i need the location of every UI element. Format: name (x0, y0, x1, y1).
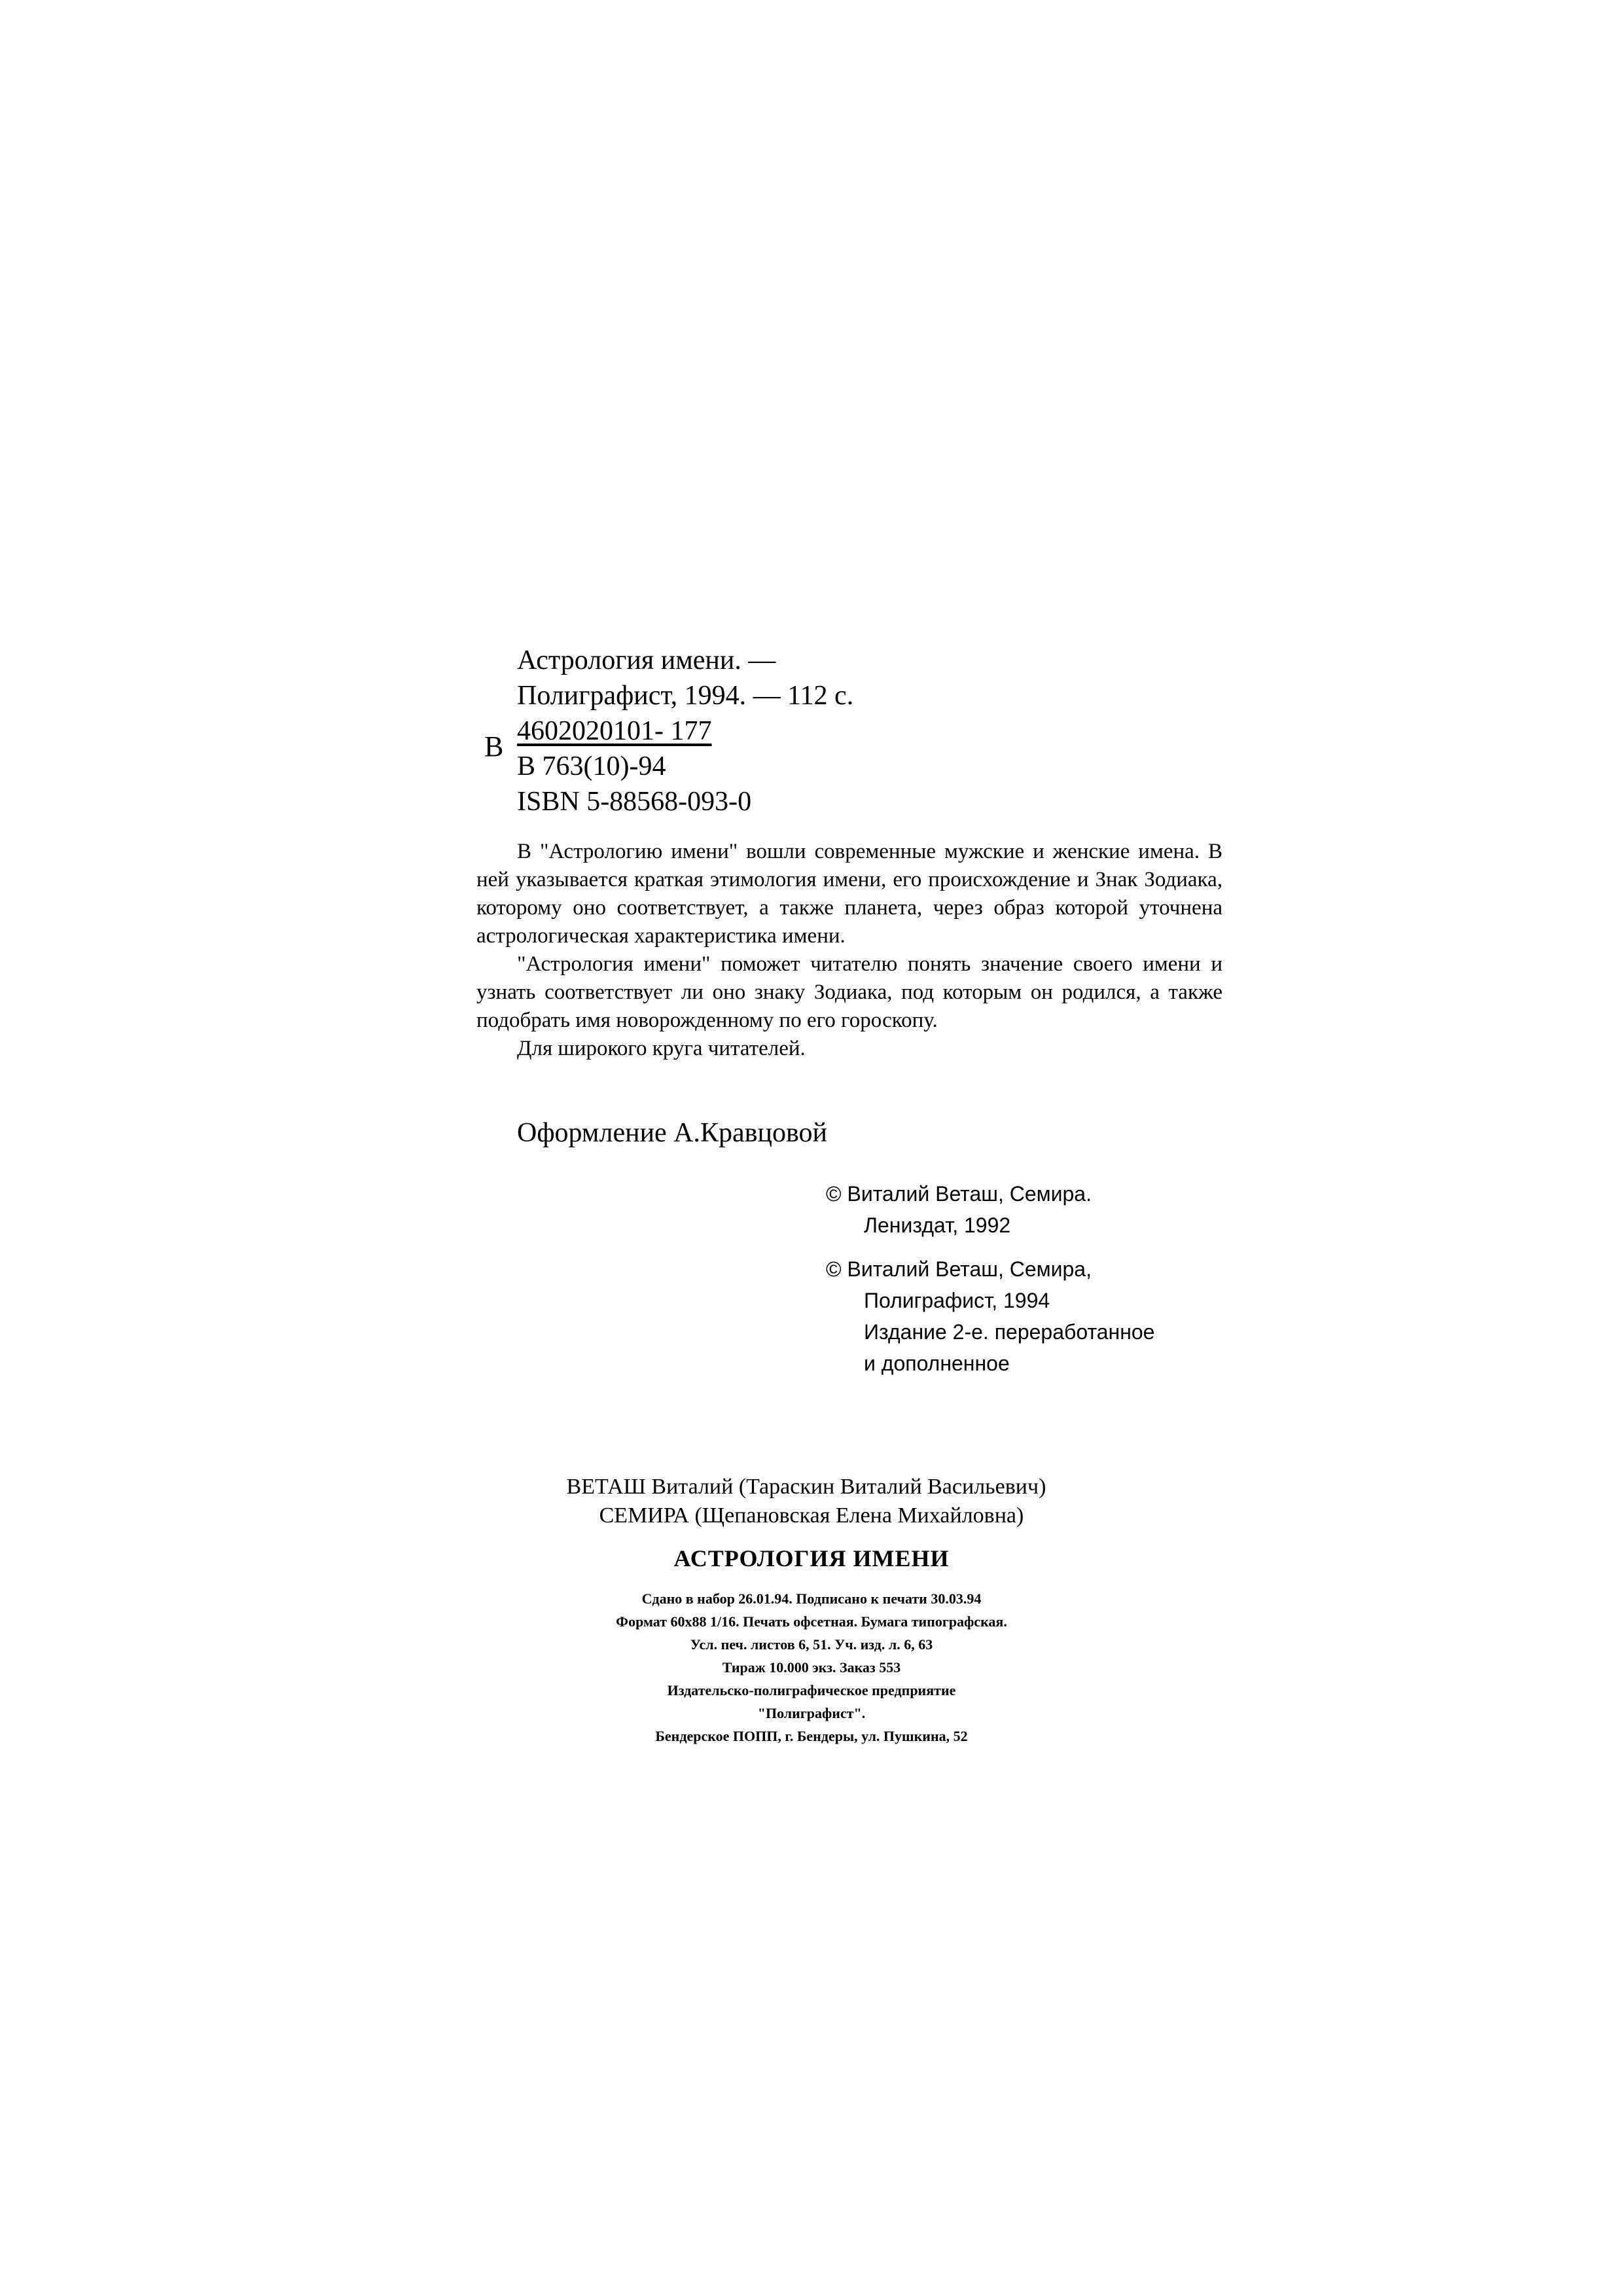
edition-note: Издание 2-е. переработанное (864, 1320, 1155, 1344)
imprint-line: Бендерское ПОПП, г. Бендеры, ул. Пушкина, 52 (655, 1728, 968, 1744)
imprint-block (0, 1587, 1623, 1748)
copyright-notice-1 (826, 1178, 1092, 1241)
book-title: АСТРОЛОГИЯ ИМЕНИ (673, 1545, 950, 1571)
imprint-line: Формат 60х88 1/16. Печать офсетная. Бумага типографская. (616, 1613, 1007, 1630)
copyright-holder: © Виталий Веташ, Семира, (826, 1257, 1092, 1281)
design-credit: Оформление А.Кравцовой (517, 1118, 827, 1148)
copyright-holder: © Виталий Веташ, Семира. (826, 1182, 1092, 1206)
annotation-paragraph: В "Астрологию имени" вошли современные мужские и женские имена. В ней указывается краткая этимология имени, его происхождение и Знак Зодиака, которому оно соответствует, а также планета, через образ которой уточнена астрологическая характеристика имени. (476, 840, 1222, 948)
authors-block (0, 1473, 1623, 1530)
biblio-publisher-line: Полиграфист, 1994. — 112 с. (517, 681, 854, 711)
annotation-paragraph: "Астрология имени" поможет читателю понять значение своего имени и узнать соответствует ли оно знаку Зодиака, под которым он родился, а также подобрать имя новорожденному по его гороскопу. (476, 952, 1222, 1032)
imprint-line: Сдано в набор 26.01.94. Подписано к печати 30.03.94 (641, 1590, 982, 1607)
imprint-line: Тираж 10.000 экз. Заказ 553 (722, 1659, 901, 1676)
edition-note-cont: и дополненное (864, 1352, 1010, 1375)
biblio-title-line: Астрология имени. — (517, 645, 776, 675)
annotation-audience: Для широкого круга читателей. (517, 1037, 806, 1060)
imprint-line: Усл. печ. листов 6, 51. Уч. изд. л. 6, 63 (690, 1636, 933, 1653)
author-line: ВЕТАШ Виталий (Тараскин Виталий Васильевич) (566, 1475, 1046, 1499)
copyright-notice-2 (826, 1253, 1154, 1379)
imprint-line: Издательско-полиграфическое предприятие (667, 1682, 956, 1698)
annotation (476, 838, 1222, 1063)
biblio-code-denominator: В 763(10)-94 (517, 751, 666, 781)
isbn: ISBN 5-88568-093-0 (517, 787, 752, 817)
bibliographic-block (517, 643, 853, 819)
imprint-line: "Полиграфист". (757, 1705, 866, 1721)
author-line: СЕМИРА (Щепановская Елена Михайловна) (599, 1503, 1024, 1528)
biblio-code-letter: В (484, 730, 504, 762)
biblio-code-numerator: 4602020101- 177 (517, 716, 712, 746)
copyright-publisher: Лениздат, 1992 (864, 1213, 1011, 1237)
copyright-publisher: Полиграфист, 1994 (864, 1289, 1050, 1312)
